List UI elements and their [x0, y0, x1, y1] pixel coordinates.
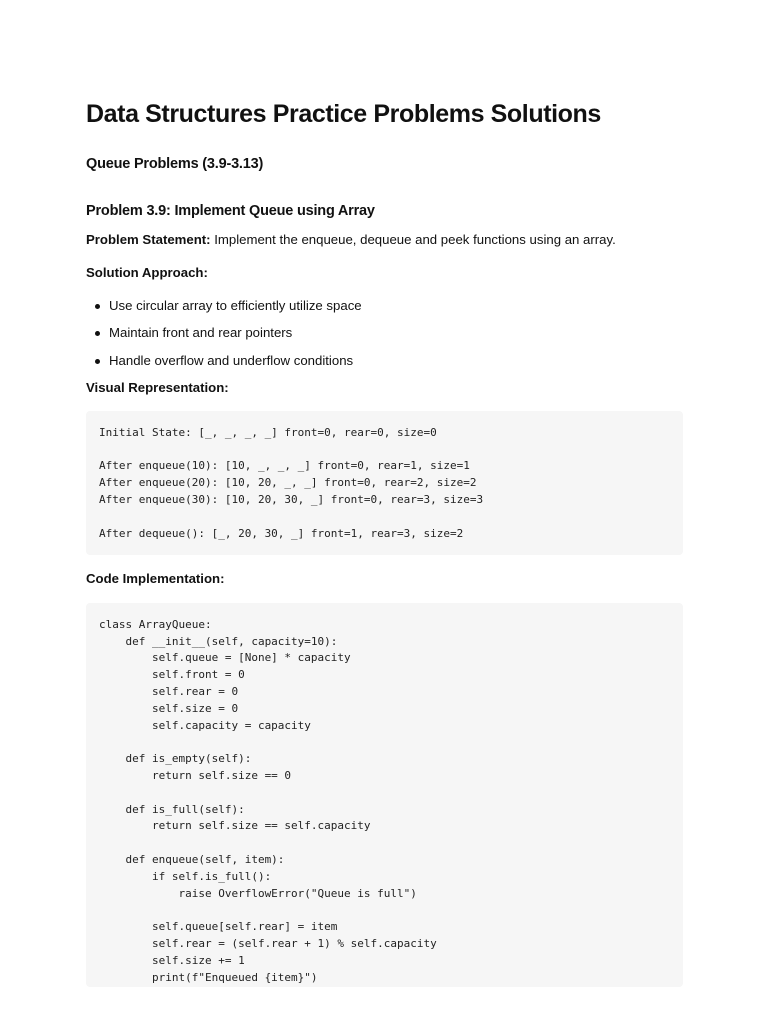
list-item: Use circular array to efficiently utilize space [109, 296, 683, 316]
problem-title: Problem 3.9: Implement Queue using Array [86, 203, 375, 219]
section-title: Queue Problems (3.9-3.13) [86, 156, 264, 172]
code-implementation-block: class ArrayQueue: def __init__(self, capacity=10): self.queue = [None] * capacity self.front = 0 self.rear = 0 self.size = 0 self.capacity = capacity def is_empty(self): return self.size == 0 def is_full(self): return self.size == self.capacity def enqueue(self, item): if self.is_full(): raise OverflowError("Queue is full") self.queue[self.rear] = item self.rear = (self.rear + 1) % self.capacity self.size += 1 print(f"Enqueued {item}") [86, 603, 683, 987]
visual-representation-block: Initial State: [_, _, _, _] front=0, rear=0, size=0 After enqueue(10): [10, _, _, _] front=0, rear=1, size=1 After enqueue(20): [10, 20, _, _] front=0, rear=2, size=2 After enqueue(30): [10, 20, 30, _] front=0, rear=3, size=3 After dequeue(): [_, 20, 30, _] front=1, rear=3, size=2 [86, 411, 683, 555]
approach-list [86, 296, 683, 371]
problem-statement-label: Problem Statement: [86, 232, 211, 247]
problem-statement-text: Implement the enqueue, dequeue and peek functions using an array. [210, 232, 616, 247]
document-title: Data Structures Practice Problems Solutions [86, 100, 601, 128]
solution-approach-label: Solution Approach: [86, 265, 208, 280]
problem-statement [86, 230, 683, 250]
visual-representation-label: Visual Representation: [86, 379, 229, 395]
list-item: Handle overflow and underflow conditions [109, 351, 683, 371]
list-item: Maintain front and rear pointers [109, 323, 683, 343]
document-page [86, 96, 683, 987]
code-implementation-label: Code Implementation: [86, 570, 225, 586]
